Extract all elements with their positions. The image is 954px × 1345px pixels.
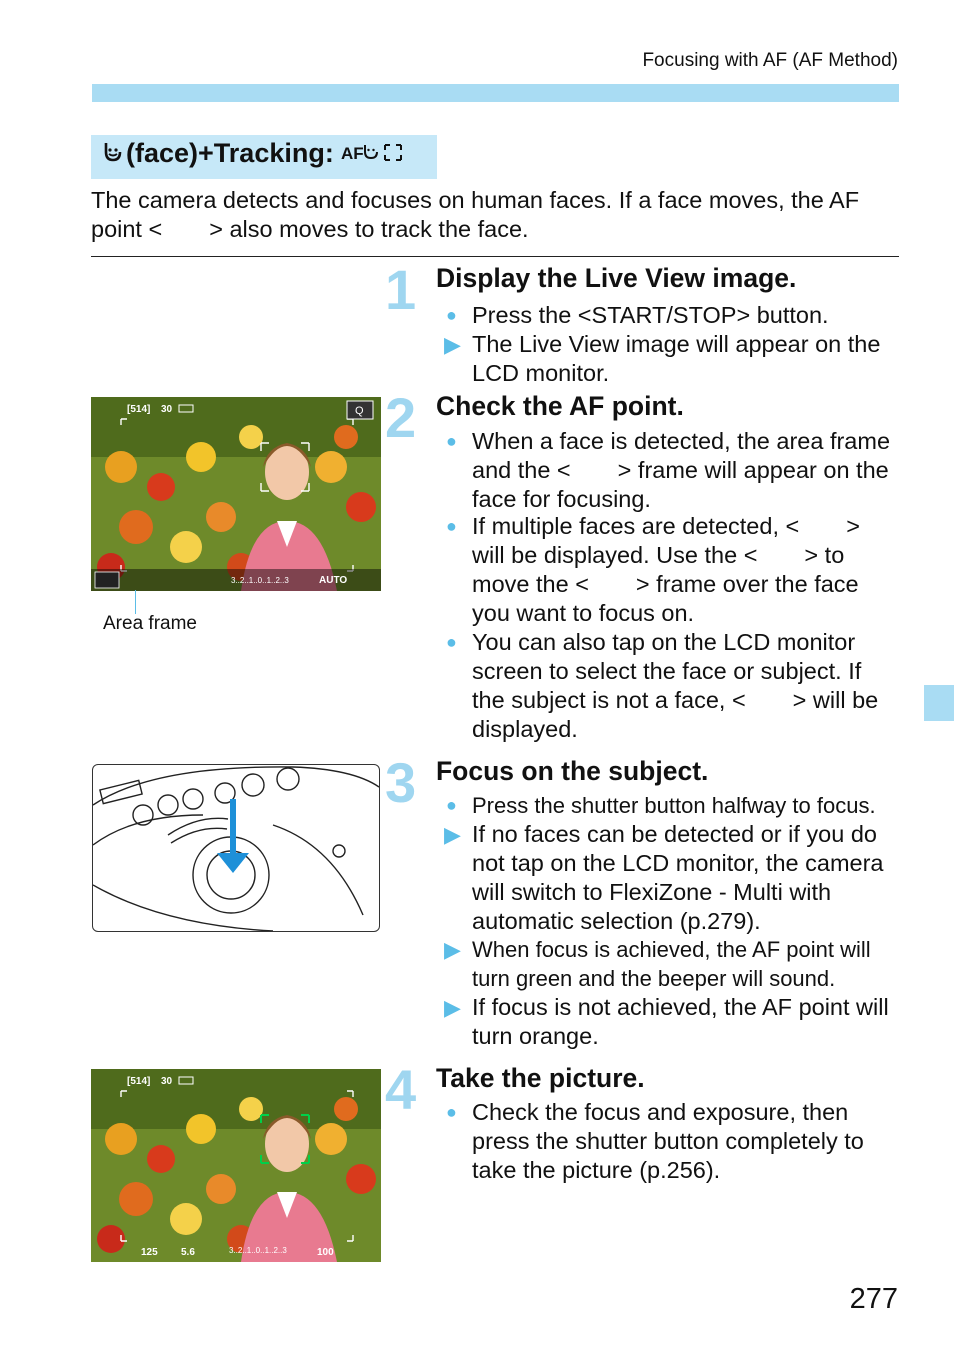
- step-1-item-2: [444, 330, 892, 388]
- step-3-title: Focus on the subject.: [436, 756, 709, 786]
- step-1-number: 1: [385, 258, 417, 321]
- header-bar: [92, 84, 899, 102]
- exposure-scale-1: 3..2..1..0..1..2..3: [231, 576, 289, 585]
- intro-paragraph: The camera detects and focuses on human faces. If a face moves, the AF point < > also moves to track the face.: [91, 187, 860, 242]
- step-4-item-1: [446, 1098, 897, 1185]
- timer-value-2: 30: [161, 1076, 173, 1087]
- page-number: 277: [849, 1283, 898, 1315]
- step-4-number: 4: [385, 1058, 417, 1121]
- step-2-item-1-text: When a face is detected, the area frame and the < > frame will appear on the face for focusing.: [472, 428, 891, 512]
- chapter-tab: [924, 685, 954, 721]
- live-view-photo-2: [91, 1069, 381, 1262]
- exposure-scale-2: 3..2..1..0..1..2..3: [229, 1246, 287, 1255]
- step-3-item-4: [444, 993, 902, 1051]
- step-2-item-2-text: If multiple faces are detected, < > will be displayed. Use the < > to move the < > frame over the face you want to focus on.: [472, 513, 860, 626]
- step-2-title: Check the AF point.: [436, 391, 684, 421]
- bullet-icon: ●: [446, 632, 457, 652]
- svg-text:Q: Q: [355, 405, 364, 417]
- step-4-title: Take the picture.: [436, 1063, 645, 1093]
- shots-remaining-2: [514]: [127, 1076, 151, 1087]
- arrow-icon: ▶: [444, 937, 461, 962]
- live-view-photo-1: [91, 397, 381, 591]
- arrow-icon: ▶: [444, 822, 461, 847]
- section-heading: [100, 138, 407, 169]
- step-3-item-4-text: If focus is not achieved, the AF point will turn orange.: [472, 994, 889, 1049]
- step-2-number: 2: [385, 386, 417, 449]
- shots-remaining: [514]: [127, 404, 151, 415]
- bullet-icon: ●: [446, 305, 457, 325]
- af-face-tracking-icon: [341, 139, 407, 165]
- step-3-item-1: [446, 791, 902, 820]
- iso-value-2: 100: [317, 1247, 334, 1258]
- bullet-icon: ●: [446, 1102, 457, 1122]
- step-3-item-3: [444, 935, 902, 993]
- face-icon: [100, 139, 126, 165]
- bullet-icon: ●: [446, 431, 457, 451]
- svg-text:AF: AF: [341, 144, 364, 163]
- step-1-item-1: [446, 301, 892, 330]
- step-2-item-3: [446, 628, 897, 744]
- caption-leader-line: [135, 590, 136, 614]
- running-header: Focusing with AF (AF Method): [642, 50, 898, 71]
- divider: [91, 256, 899, 257]
- iso-value-1: AUTO: [319, 575, 348, 586]
- step-1-item-1-text: Press the <START/STOP> button.: [472, 302, 829, 328]
- bullet-icon: ●: [446, 516, 457, 536]
- timer-value: 30: [161, 404, 173, 415]
- arrow-icon: ▶: [444, 995, 461, 1020]
- camera-top-illustration: [92, 764, 380, 932]
- step-3-item-1-text: Press the shutter button halfway to focus.: [472, 793, 876, 818]
- step-1-title: Display the Live View image.: [436, 263, 797, 293]
- step-2-item-2: [446, 512, 897, 628]
- section-title-text: (face)+Tracking:: [126, 138, 342, 168]
- aperture: 5.6: [181, 1247, 195, 1258]
- step-4-item-1-text: Check the focus and exposure, then press the shutter button completely to take the picture (p.256).: [472, 1099, 864, 1183]
- shutter-speed: 125: [141, 1247, 158, 1258]
- step-1-item-2-text: The Live View image will appear on the LCD monitor.: [472, 331, 881, 386]
- bullet-icon: ●: [446, 795, 457, 815]
- step-3-item-3-text: When focus is achieved, the AF point will turn green and the beeper will sound.: [472, 937, 871, 991]
- step-2-item-1: [446, 427, 897, 514]
- arrow-icon: ▶: [444, 332, 461, 357]
- step-3-item-2: [444, 820, 902, 936]
- step-3-item-2-text: If no faces can be detected or if you do not tap on the LCD monitor, the camera will switch to FlexiZone - Multi with automatic selection (p.279).: [472, 821, 884, 934]
- area-frame-caption: Area frame: [103, 613, 197, 634]
- step-3-number: 3: [385, 751, 417, 814]
- step-2-item-3-text: You can also tap on the LCD monitor screen to select the face or subject. If the subject is not a face, < > will be displayed.: [472, 629, 879, 742]
